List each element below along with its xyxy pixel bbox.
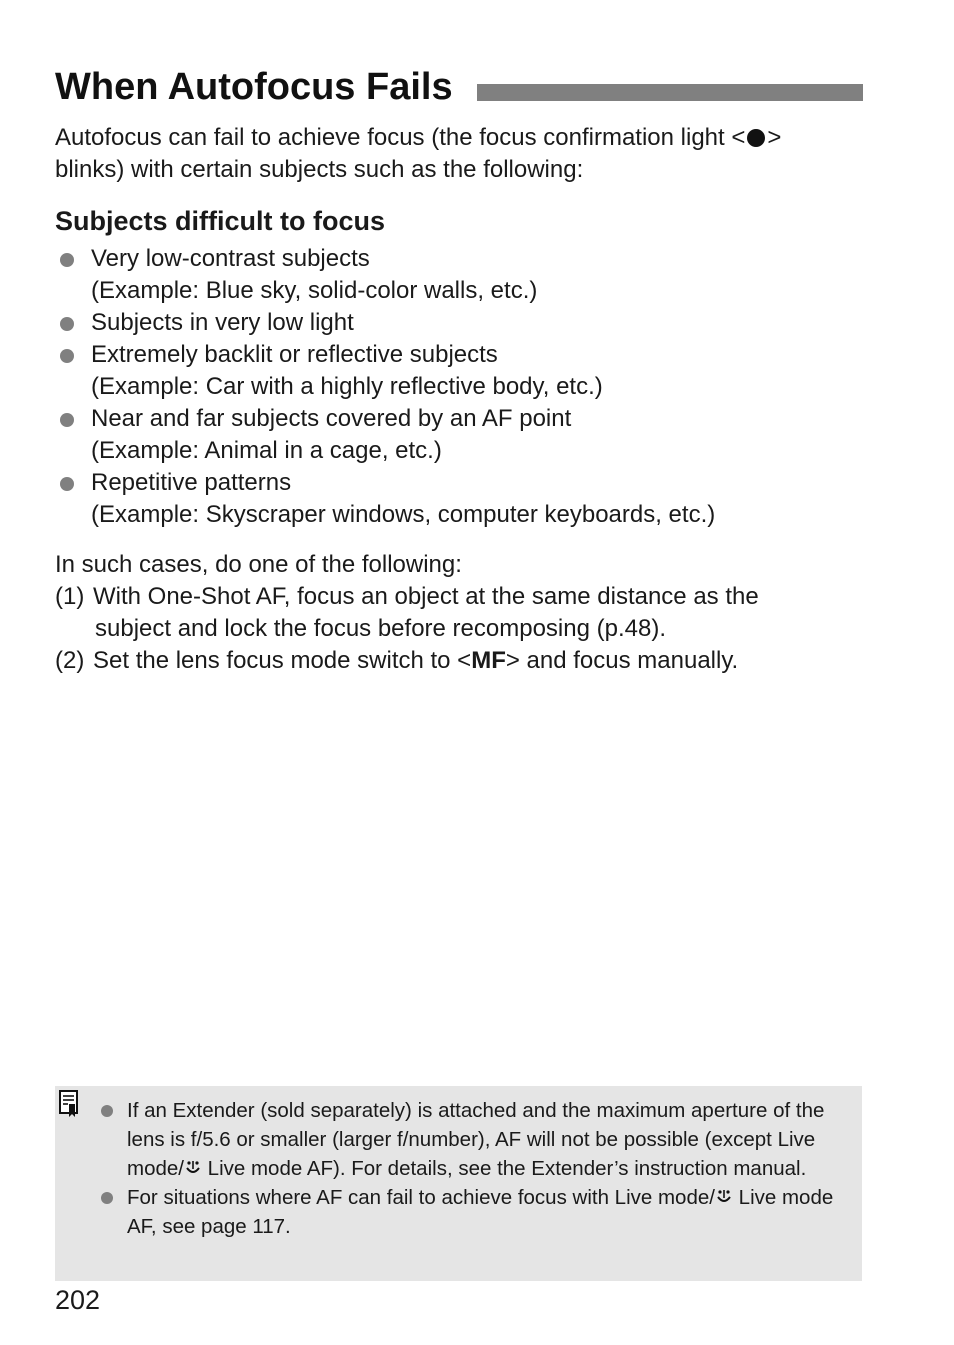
face-detection-icon: [184, 1159, 202, 1177]
step-2-number: (2): [55, 647, 85, 674]
intro-paragraph: [55, 122, 781, 186]
list-item-example: (Example: Skyscraper windows, computer keyboards, etc.): [91, 501, 716, 528]
face-detection-icon: [715, 1188, 733, 1206]
bullet-icon: [101, 1105, 113, 1117]
note-item-text: For situations where AF can fail to achieve focus with Live mode/: [127, 1186, 715, 1209]
subjects-list: [55, 243, 715, 531]
list-item-example: (Example: Car with a highly reflective body, etc.): [91, 373, 603, 400]
intro-line1: [55, 124, 781, 151]
cases-lead: In such cases, do one of the following:: [55, 551, 462, 578]
step-2-text: [93, 647, 738, 674]
step-1: [55, 581, 759, 645]
list-item-text: Repetitive patterns: [91, 469, 292, 496]
list-item-example: (Example: Animal in a cage, etc.): [91, 437, 442, 464]
section-subheading: Subjects difficult to focus: [55, 206, 386, 236]
bullet-icon: [101, 1192, 113, 1204]
list-item-example: (Example: Blue sky, solid-color walls, etc.): [91, 277, 538, 304]
note-box: [55, 1086, 862, 1281]
list-item: [55, 243, 715, 307]
step-1-line1: With One-Shot AF, focus an object at the same distance as the: [93, 583, 759, 610]
bullet-icon: [60, 477, 74, 491]
intro-line1-text: Autofocus can fail to achieve focus (the focus confirmation light <: [55, 124, 746, 151]
note-item: [101, 1183, 851, 1241]
list-item-text: Subjects in very low light: [91, 309, 354, 336]
list-item: [55, 339, 715, 403]
list-item: [55, 467, 715, 531]
note-item-text: If an Extender (sold separately) is attached and the maximum aperture of the lens is f/5.6 or smaller (larger f/number), AF will not be possible (except Live mode/: [127, 1099, 825, 1180]
list-item-text: Extremely backlit or reflective subjects: [91, 341, 498, 368]
bullet-icon: [60, 253, 74, 267]
mf-label: MF: [471, 647, 506, 674]
title-rule: [477, 84, 863, 101]
intro-line1-end: >: [767, 124, 782, 151]
page-number: 202: [55, 1285, 101, 1315]
step-1-line2: subject and lock the focus before recomposing (p.48).: [95, 615, 666, 642]
list-item-text: Near and far subjects covered by an AF point: [91, 405, 572, 432]
list-item-text: Very low-contrast subjects: [91, 245, 370, 272]
note-item-text-cont: Live mode AF, see page 117.: [127, 1186, 834, 1238]
note-item: [101, 1096, 851, 1183]
page-title: When Autofocus Fails: [55, 66, 453, 108]
step-1-number: (1): [55, 583, 85, 610]
bullet-icon: [60, 349, 74, 363]
list-item: [55, 403, 715, 467]
step-2-text-after: > and focus manually.: [505, 647, 739, 674]
intro-line2: blinks) with certain subjects such as the following:: [55, 156, 584, 183]
note-item-text-cont: Live mode AF). For details, see the Extender’s instruction manual.: [201, 1157, 807, 1180]
list-item: [55, 307, 715, 339]
memo-icon: [58, 1090, 80, 1118]
note-list: [101, 1096, 851, 1241]
bullet-icon: [60, 413, 74, 427]
bullet-icon: [60, 317, 74, 331]
step-2: [55, 645, 759, 677]
focus-confirmation-dot-icon: [747, 129, 765, 147]
step-2-text-before: Set the lens focus mode switch to <: [93, 647, 472, 674]
cases-section: [55, 549, 759, 677]
